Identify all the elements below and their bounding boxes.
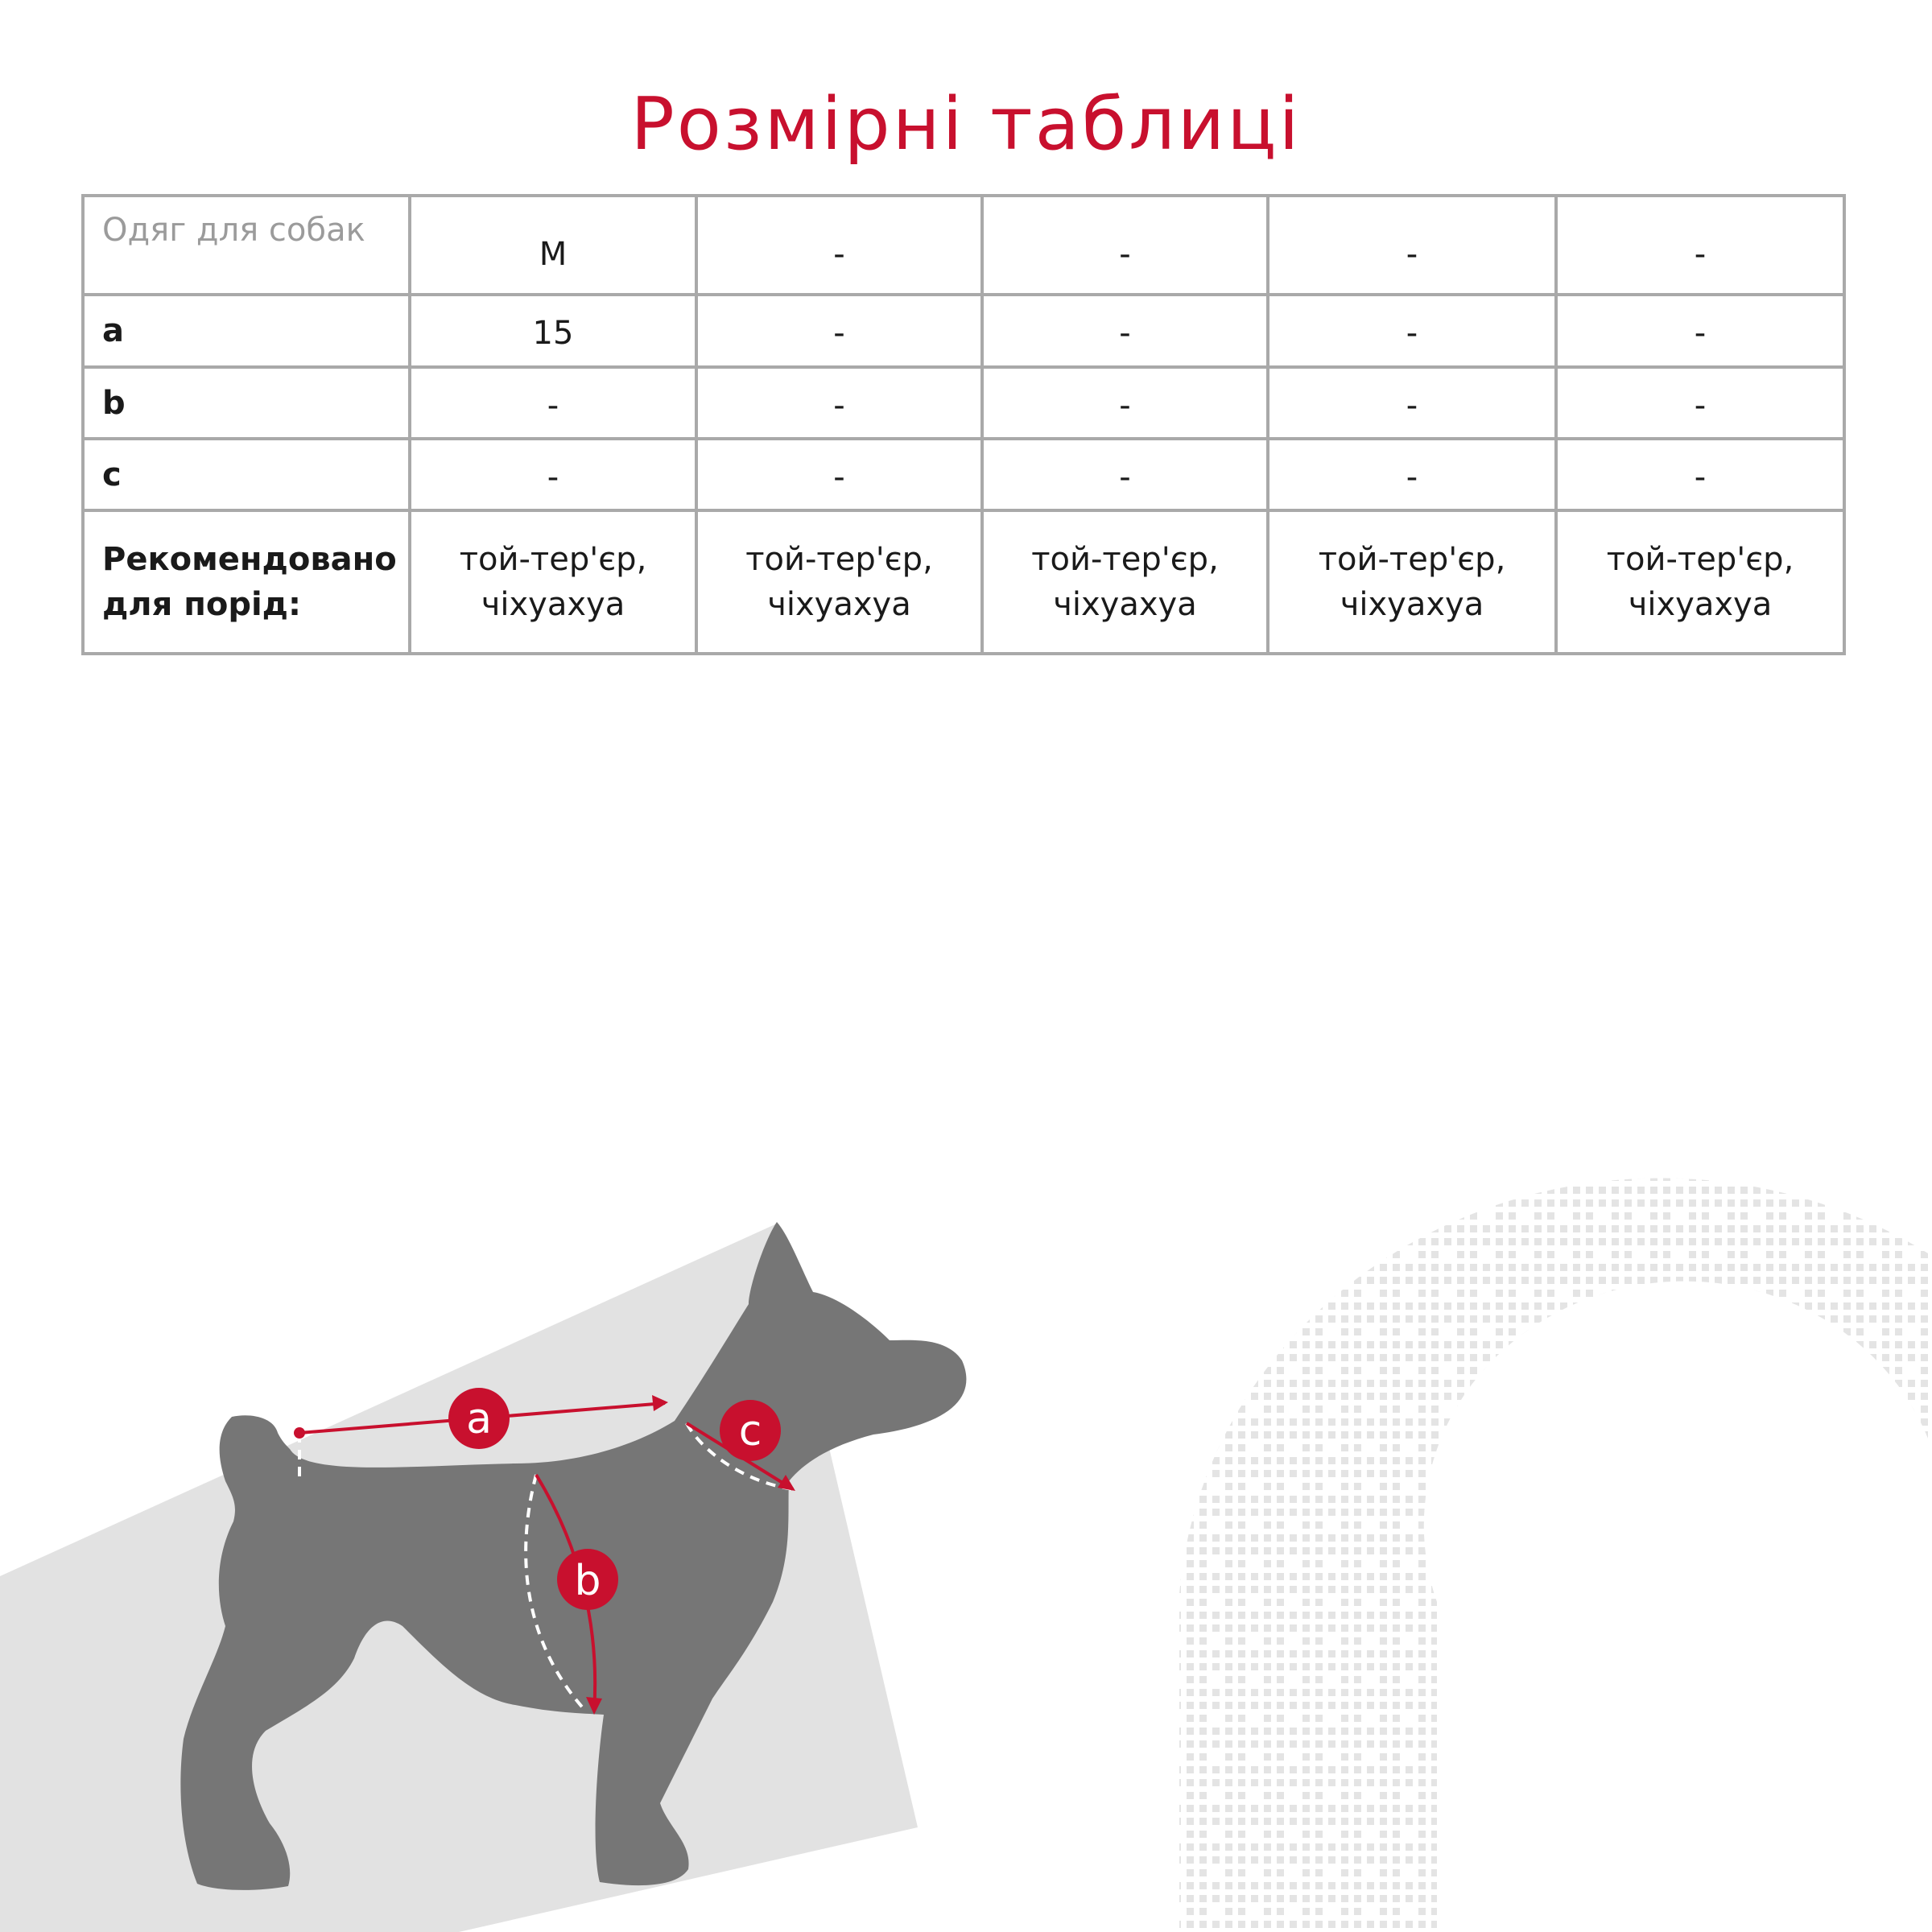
breed-line2: чіхуахуа [481,586,625,623]
arrow-a-start [294,1427,305,1439]
size-header-2: - [696,196,982,295]
marker-c [720,1400,781,1461]
row-label-a: a [83,295,410,367]
breed-line1: той-тер'єр, [745,541,933,578]
marker-b [557,1549,618,1610]
ornament-pattern [1179,1178,1932,1932]
table-cell: - [982,295,1268,367]
marker-a-letter: a [466,1395,492,1443]
table-cell: - [1556,295,1844,367]
table-cell: - [696,295,982,367]
breed-line1: той-тер'єр, [1031,541,1219,578]
breed-line2: чіхуахуа [767,586,911,623]
breed-label-line2: для порід: [102,586,301,623]
row-label-b: b [83,367,410,439]
breed-label-line1: Рекомендовано [102,541,397,578]
size-header-3: - [982,196,1268,295]
page-title: Розмірні таблиці [630,82,1302,167]
table-cell: - [696,439,982,510]
table-cell: - [982,367,1268,439]
table-cell: - [696,367,982,439]
table-cell: - [982,439,1268,510]
breed-line2: чіхуахуа [1053,586,1197,623]
corner-label: Одяг для собак [83,196,410,295]
table-cell: 15 [410,295,696,367]
size-header-4: - [1268,196,1556,295]
breed-line1: той-тер'єр, [1606,541,1794,578]
row-label-c: c [83,439,410,510]
breed-line1: той-тер'єр, [459,541,647,578]
table-cell: - [1268,295,1556,367]
marker-a [448,1388,510,1449]
table-cell: - [1268,367,1556,439]
table-cell: - [1268,439,1556,510]
size-header-5: - [1556,196,1844,295]
breed-line2: чіхуахуа [1628,586,1773,623]
ornament-arc-inner [1179,1178,1932,1932]
table-cell: - [410,439,696,510]
table-cell: - [1556,439,1844,510]
marker-c-letter: c [738,1407,762,1455]
table-cell: - [1556,367,1844,439]
size-header-1: M [410,196,696,295]
table-cell: - [410,367,696,439]
breed-line2: чіхуахуа [1340,586,1484,623]
marker-b-letter: b [574,1557,601,1605]
breed-line1: той-тер'єр, [1318,541,1506,578]
